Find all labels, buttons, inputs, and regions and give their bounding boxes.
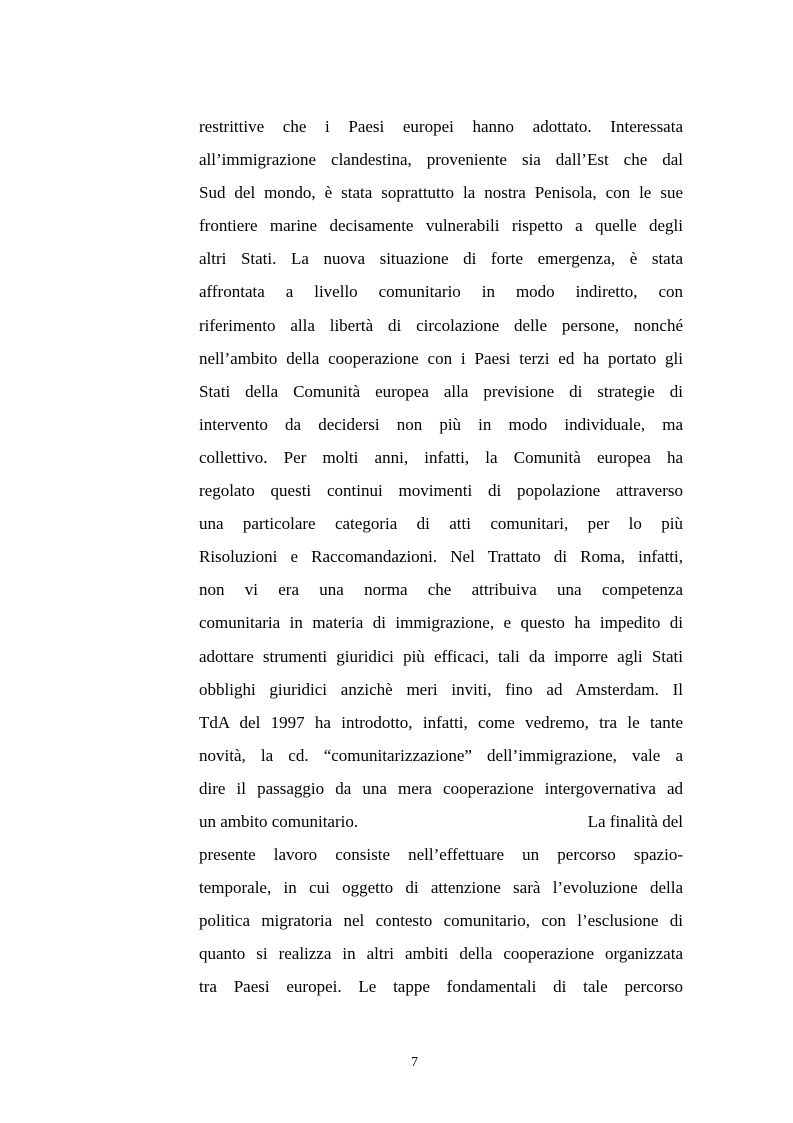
paragraph-break-line bbox=[199, 805, 683, 838]
text-line: politica migratoria nel contesto comunitario, con l’esclusione di bbox=[199, 911, 683, 931]
paragraph-end-text: un ambito comunitario. bbox=[199, 811, 359, 831]
text-line: novità, la cd. “comunitarizzazione” dell’immigrazione, vale a bbox=[199, 745, 683, 765]
body-text bbox=[199, 110, 683, 1004]
text-line: riferimento alla libertà di circolazione delle persone, nonché bbox=[199, 315, 683, 335]
text-line: regolato questi continui movimenti di popolazione attraverso bbox=[199, 481, 683, 501]
text-line: frontiere marine decisamente vulnerabili rispetto a quelle degli bbox=[199, 216, 683, 236]
text-line: altri Stati. La nuova situazione di forte emergenza, è stata bbox=[199, 249, 683, 269]
text-line: adottare strumenti giuridici più efficaci, tali da imporre agli Stati bbox=[199, 646, 683, 666]
text-line: tra Paesi europei. Le tappe fondamentali di tale percorso bbox=[199, 977, 683, 997]
text-line: intervento da decidersi non più in modo individuale, ma bbox=[199, 414, 683, 434]
text-line: collettivo. Per molti anni, infatti, la Comunità europea ha bbox=[199, 447, 683, 467]
text-line: temporale, in cui oggetto di attenzione sarà l’evoluzione della bbox=[199, 878, 683, 898]
text-line: una particolare categoria di atti comunitari, per lo più bbox=[199, 514, 683, 534]
page-number: 7 bbox=[411, 1055, 418, 1070]
text-line: affrontata a livello comunitario in modo indiretto, con bbox=[199, 282, 683, 302]
text-line: dire il passaggio da una mera cooperazione intergovernativa ad bbox=[199, 778, 683, 798]
paragraph-start-text: La finalità del bbox=[587, 811, 683, 831]
text-line: Risoluzioni e Raccomandazioni. Nel Trattato di Roma, infatti, bbox=[199, 547, 683, 567]
text-line: Sud del mondo, è stata soprattutto la nostra Penisola, con le sue bbox=[199, 183, 683, 203]
text-line: restrittive che i Paesi europei hanno adottato. Interessata bbox=[199, 117, 683, 136]
text-line: all’immigrazione clandestina, proveniente sia dall’Est che dal bbox=[199, 150, 683, 170]
text-line: TdA del 1997 ha introdotto, infatti, come vedremo, tra le tante bbox=[199, 712, 683, 732]
text-line: presente lavoro consiste nell’effettuare un percorso spazio- bbox=[199, 845, 683, 865]
text-line: nell’ambito della cooperazione con i Paesi terzi ed ha portato gli bbox=[199, 348, 683, 368]
text-line: obblighi giuridici anzichè meri inviti, fino ad Amsterdam. Il bbox=[199, 679, 683, 699]
text-line: comunitaria in materia di immigrazione, e questo ha impedito di bbox=[199, 613, 683, 633]
text-line: quanto si realizza in altri ambiti della cooperazione organizzata bbox=[199, 944, 683, 964]
text-line: Stati della Comunità europea alla previsione di strategie di bbox=[199, 381, 683, 401]
text-line: non vi era una norma che attribuiva una competenza bbox=[199, 580, 683, 600]
